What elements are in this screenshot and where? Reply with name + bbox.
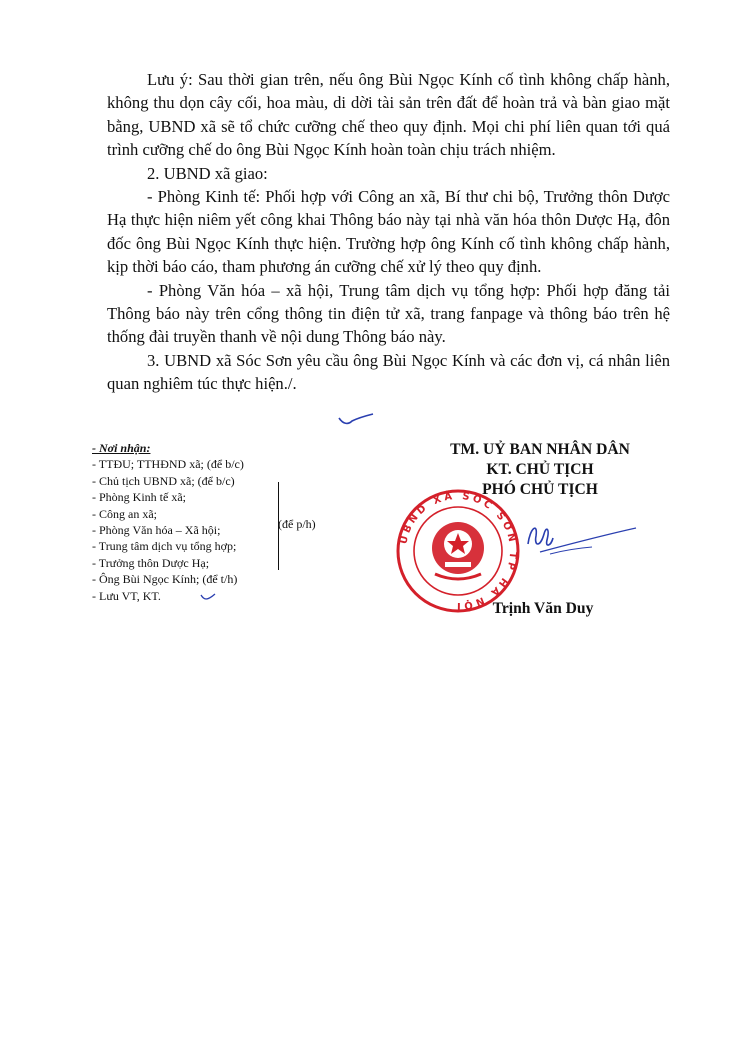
checkmark-icon xyxy=(338,412,374,428)
seal-text: UBND XÃ SÓC SƠN TP HÀ NỘI xyxy=(398,490,519,612)
recipient-item: - Công an xã; xyxy=(92,506,157,521)
recipient-item: - Ông Bùi Ngọc Kính; (để t/h) xyxy=(92,572,238,587)
official-seal-icon xyxy=(395,488,521,614)
paragraph-note: Lưu ý: Sau thời gian trên, nếu ông Bùi Ngọc Kính cố tình không chấp hành, không thu dọn cây cối, hoa màu, di dời tài sản trên đất để hoàn trả và bàn giao mặt bằng, UBND xã sẽ tổ chức cưỡng chế theo quy định. Mọi chi phí liên quan tới quá trình cưỡng chế do ông Bùi Ngọc Kính hoàn toàn chịu trách nhiệm. xyxy=(107,70,670,160)
recipients-title: - Nơi nhận: xyxy=(92,441,151,455)
small-tick-icon xyxy=(200,592,216,602)
signature-line-1: TM. UỶ BAN NHÂN DÂN xyxy=(450,441,630,458)
signature-line-3: PHÓ CHỦ TỊCH xyxy=(482,481,598,498)
document-body xyxy=(107,68,670,396)
paragraph-assign-heading: 2. UBND xã giao: xyxy=(147,163,268,183)
paragraph-economic-dept: - Phòng Kinh tế: Phối hợp với Công an xã, Bí thư chi bộ, Trưởng thôn Dược Hạ thực hiện niêm yết công khai Thông báo này tại nhà văn hóa thôn Dược Hạ, đôn đốc ông Bùi Ngọc Kính thực hiện. Trường hợp ông Kính cố tình không chấp hành, kịp thời báo cáo, tham phương án cưỡng chế xử lý theo quy định. xyxy=(107,187,670,277)
recipient-item: - Trung tâm dịch vụ tổng hợp; xyxy=(92,539,237,554)
recipient-item: - TTĐU; TTHĐND xã; (để b/c) xyxy=(92,457,244,472)
recipient-item: - Lưu VT, KT. xyxy=(92,588,161,603)
recipient-item: - Phòng Văn hóa – Xã hội; xyxy=(92,523,221,538)
recipients-group-note: (để p/h) xyxy=(278,517,316,531)
signature-line-2: KT. CHỦ TỊCH xyxy=(486,461,594,478)
signer-name: Trịnh Văn Duy xyxy=(492,600,594,617)
handwritten-signature-icon xyxy=(520,510,640,570)
recipient-item: - Chủ tịch UBND xã; (để b/c) xyxy=(92,473,235,488)
recipient-item: - Phòng Kinh tế xã; xyxy=(92,490,186,505)
paragraph-culture-dept: - Phòng Văn hóa – xã hội, Trung tâm dịch vụ tổng hợp: Phối hợp đăng tải Thông báo này trên cổng thông tin điện tử xã, trang fanpage và thông báo trên hệ thống đài truyền thanh về nội dung Thông báo này. xyxy=(107,280,670,347)
recipient-item: - Trưởng thôn Dược Hạ; xyxy=(92,555,210,570)
paragraph-request: 3. UBND xã Sóc Sơn yêu cầu ông Bùi Ngọc Kính và các đơn vị, cá nhân liên quan nghiêm túc thực hiện./. xyxy=(107,350,670,394)
